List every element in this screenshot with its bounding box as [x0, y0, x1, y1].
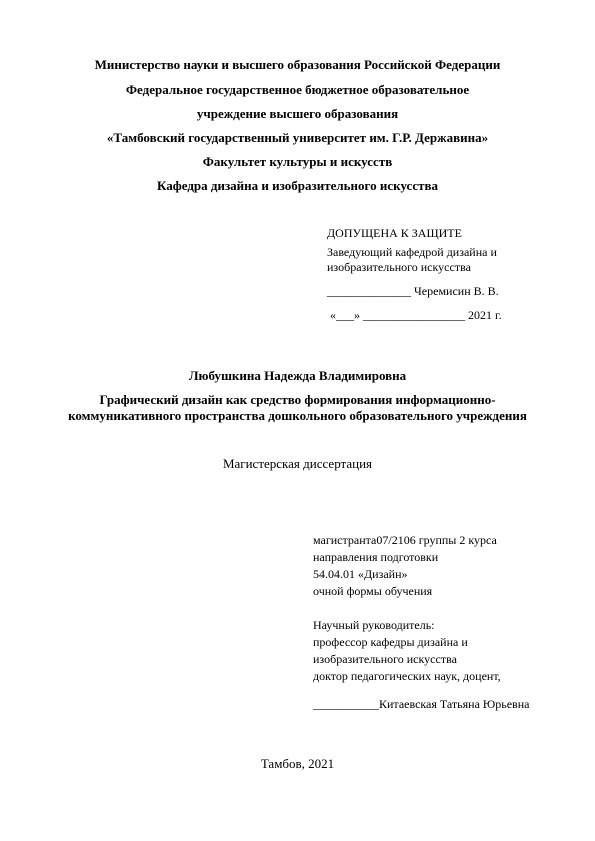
institution-line-1: Федеральное государственное бюджетное образовательное [125, 82, 470, 97]
ministry-heading: Министерство науки и высшего образования Российской Федерации [94, 57, 501, 72]
student-line-4: очной формы обучения [313, 584, 433, 598]
supervisor-signature-line: ___________Китаевская Татьяна Юрьевна [313, 697, 530, 711]
approval-position-line-2: изобразительного искусства [327, 260, 471, 274]
supervisor-block [313, 618, 529, 712]
approval-heading: ДОПУЩЕНА К ЗАЩИТЕ [327, 226, 462, 240]
student-line-3: 54.04.01 «Дизайн» [313, 567, 408, 581]
supervisor-line-3: доктор педагогических наук, доцент, [313, 669, 501, 683]
student-line-1: магистранта07/2106 группы 2 курса [313, 533, 497, 547]
department-name: Кафедра дизайна и изобразительного искусства [156, 178, 438, 193]
approval-date-line: «___» _________________ 2021 г. [330, 308, 502, 322]
approval-block [327, 226, 502, 323]
institution-line-2: учреждение высшего образования [196, 106, 399, 121]
university-name: «Тамбовский государственный университет им. Г.Р. Державина» [106, 130, 489, 145]
city-year: Тамбов, 2021 [260, 756, 335, 771]
author-name: Любушкина Надежда Владимировна [188, 368, 407, 383]
supervisor-line-2: изобразительного искусства [313, 652, 457, 666]
approval-signature-line: ______________ Черемисин В. В. [327, 284, 499, 298]
document-type: Магистерская диссертация [222, 456, 373, 471]
student-line-2: направления подготовки [313, 550, 439, 564]
student-block [313, 533, 497, 599]
supervisor-line-1: профессор кафедры дизайна и [313, 635, 468, 649]
thesis-title: Графический дизайн как средство формирования информационно-коммуникативного пространства дошкольного образовательного учреждения [68, 392, 527, 423]
approval-position-line-1: Заведующий кафедрой дизайна и [327, 245, 497, 259]
supervisor-label: Научный руководитель: [313, 618, 435, 632]
faculty-name: Факультет культуры и искусств [202, 154, 393, 169]
